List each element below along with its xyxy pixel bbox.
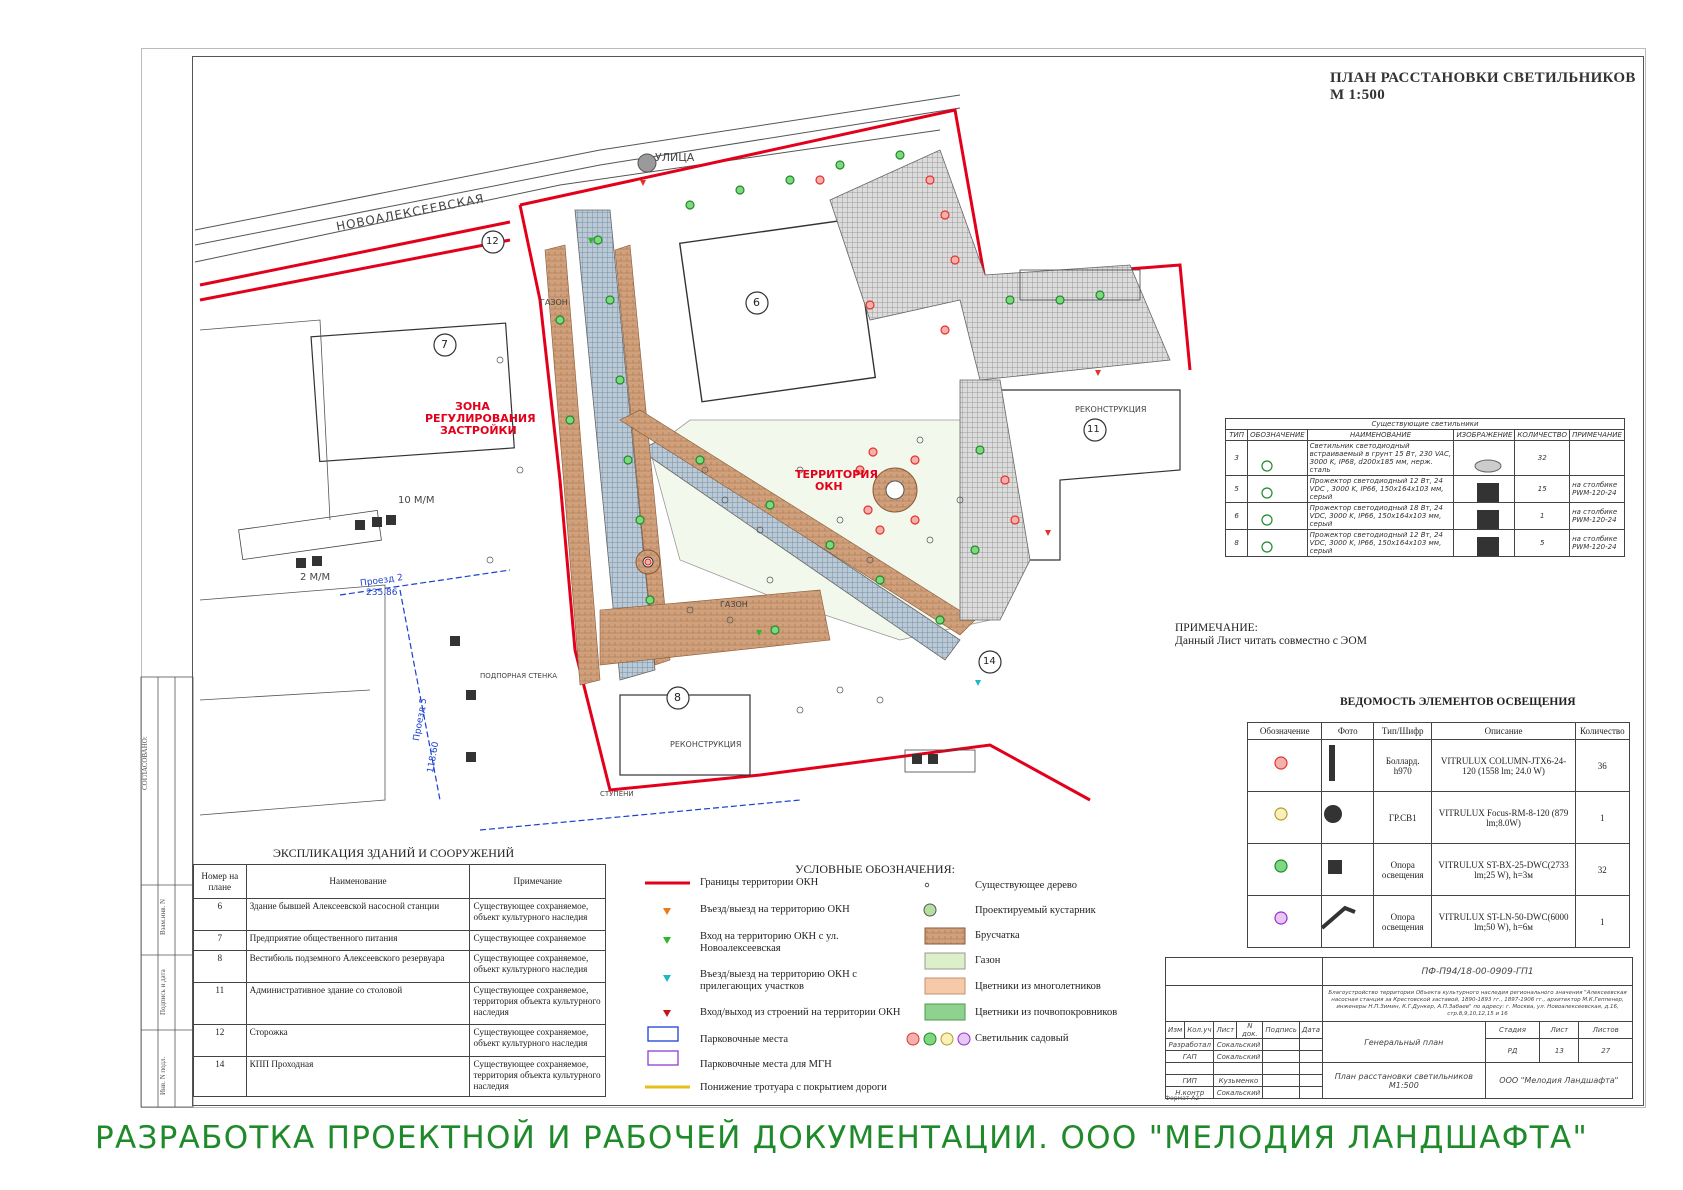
underground-label: ПОДПОРНАЯ СТЕНКА xyxy=(480,672,557,680)
table-row: 11 Административное здание со столовой Существующее сохраняемое, территория объекта культурного наследия xyxy=(194,983,606,1025)
legend-item: Понижение тротуара с покрытием дороги xyxy=(700,1082,887,1093)
street-label: УЛИЦА xyxy=(655,151,695,164)
table-row: 14 КПП Проходная Существующее сохраняемое, территория объекта культурного наследия xyxy=(194,1057,606,1097)
side-stamp-c2: Подпись и дата xyxy=(159,969,167,1015)
existing-header: ОБОЗНАЧЕНИЕ xyxy=(1248,430,1308,441)
parking-count-label: 2 М/М xyxy=(300,572,331,583)
legend-item: Брусчатка xyxy=(975,930,1020,941)
side-stamp-c3: Инв. N подл. xyxy=(159,1056,167,1095)
table-row: 6 Здание бывшей Алексеевской насосной станции Существующее сохраняемое, объект культурного наследия xyxy=(194,899,606,931)
zone-label-3: ЗАСТРОЙКИ xyxy=(440,424,517,437)
table-row: 8 Прожектор светодиодный 12 Вт, 24 VDC, 3000 K, IP66, 150x164x103 мм, серый 5 на столбике PWM-120-24 xyxy=(1226,530,1625,557)
legend-item: Парковочные места для МГН xyxy=(700,1059,832,1070)
existing-header: ТИП xyxy=(1226,430,1248,441)
building-14-number: 14 xyxy=(983,656,996,667)
plan-title-block xyxy=(1330,70,1636,104)
legend-item: Въезд/выезд на территорию ОКН с прилегающих участков xyxy=(700,969,857,992)
passage5-length: 118.60 xyxy=(426,740,442,774)
building-7-number: 7 xyxy=(441,338,448,351)
street-name-label: НОВОАЛЕКСЕЕВСКАЯ xyxy=(335,191,486,234)
table-row: Боллард. h970 VITRULUX COLUMN-JTX6-24-120 (1558 lm; 24.0 W) 36 xyxy=(1248,740,1630,792)
existing-table-caption: Существующие светильники xyxy=(1226,419,1625,430)
legend-item: Вход/выход из строений на территории ОКН xyxy=(700,1007,901,1018)
legend-item: Границы территории ОКН xyxy=(700,877,819,888)
existing-lights-table xyxy=(1225,418,1625,557)
legend-title: УСЛОВНЫЕ ОБОЗНАЧЕНИЯ: xyxy=(795,862,955,876)
table-row: Опора освещения VITRULUX ST-LN-50-DWC(6000 lm;50 W), h=6м 1 xyxy=(1248,896,1630,948)
format-label: Формат А2 xyxy=(1165,1095,1200,1102)
company-name: ООО "Мелодия Ландшафта" xyxy=(1485,1063,1632,1099)
existing-header: ИЗОБРАЖЕНИЕ xyxy=(1454,430,1515,441)
existing-header: ПРИМЕЧАНИЕ xyxy=(1570,430,1625,441)
plan-scale: М 1:500 xyxy=(1330,87,1386,103)
table-row: ГР.СВ1 VITRULUX Focus-RM-8-120 (879 lm;8.0W) 1 xyxy=(1248,792,1630,844)
zone-label-2: РЕГУЛИРОВАНИЯ xyxy=(425,412,536,425)
legend-item: Газон xyxy=(975,955,1001,966)
object-name: Благоустройство территории Объекта культурного наследия регионального значения "Алексеевская насосная станция за Крестовской заставой, 1890-1893 гг., 1897-1906 гг., архитектор М.К.Геппенер, инженеры Н.П.Зимин, К.Г.Дункер, А.П.Забаев" по адресу: г. Москва, ул. Новоалексеевская, д.16, стр.8,9,10,12,15 и 16 xyxy=(1323,986,1633,1022)
zone-label-1: ЗОНА xyxy=(455,400,490,413)
side-agreed-label: СОГЛАСОВАНО: xyxy=(141,736,149,790)
okn-label-1: ТЕРРИТОРИЯ xyxy=(795,468,878,481)
note-title: ПРИМЕЧАНИЕ: xyxy=(1175,622,1258,634)
legend-item: Въезд/выезд на территорию ОКН xyxy=(700,904,850,915)
passage-label: Проезд 2 xyxy=(359,573,404,589)
building-11-number: 11 xyxy=(1087,424,1100,435)
table-row: 5 Прожектор светодиодный 12 Вт, 24 VDC , 3000 K, IP66, 150x164x103 мм, серый 15 на столбике PWM-120-24 xyxy=(1226,476,1625,503)
reconstruction-label-2: РЕКОНСТРУКЦИЯ xyxy=(1075,405,1147,414)
note-block xyxy=(1175,622,1367,648)
street-marker xyxy=(638,154,656,172)
stone-square-north xyxy=(830,150,1170,380)
table-row: 8 Вестибюль подземного Алексеевского резервуара Существующее сохраняемое, объект культурного наследия xyxy=(194,951,606,983)
passage5-label: Проезд 5 xyxy=(412,697,430,742)
okn-label-2: ОКН xyxy=(815,480,843,493)
building-12-number: 12 xyxy=(486,236,499,247)
note-text: Данный Лист читать совместно с ЭОМ xyxy=(1175,635,1367,647)
table-row: 6 Прожектор светодиодный 18 Вт, 24 VDC, 3000 K, IP66, 150x164x103 мм, серый 1 на столбике PWM-120-24 xyxy=(1226,503,1625,530)
doc-code: ПФ-П94/18-00-0909-ГП1 xyxy=(1323,958,1633,986)
passage-length: 235.86 xyxy=(366,588,398,598)
vedomost-title: ВЕДОМОСТЬ ЭЛЕМЕНТОВ ОСВЕЩЕНИЯ xyxy=(1340,696,1576,708)
building-8-number: 8 xyxy=(674,691,681,704)
lawn-label-2: ГАЗОН xyxy=(720,600,748,609)
lawn-label: ГАЗОН xyxy=(540,298,568,307)
existing-header: НАИМЕНОВАНИЕ xyxy=(1307,430,1454,441)
parking-count-label-2: 10 М/М xyxy=(398,495,435,506)
section-title: Генеральный план xyxy=(1323,1022,1486,1063)
legend-item: Проектируемый кустарник xyxy=(975,905,1096,916)
legend-item: Парковочные места xyxy=(700,1034,789,1045)
explication-title: ЭКСПЛИКАЦИЯ ЗДАНИЙ И СООРУЖЕНИЙ xyxy=(273,846,515,860)
table-row: 3 Светильник светодиодный встраиваемый в грунт 15 Вт, 230 VAC, 3000 K, IP68, d200x185 мм, нерж. сталь 32 xyxy=(1226,441,1625,476)
existing-header: КОЛИЧЕСТВО xyxy=(1515,430,1570,441)
reconstruction-label: РЕКОНСТРУКЦИЯ xyxy=(670,740,742,749)
vedomost-table: Обозначение Фото Тип/Шифр Описание Количество Боллард. h970 VITRULUX COLUMN-JTX6-24-120 (1558 lm; 24.0 W) 36 ГР.СВ1 VITRULUX Focus-RM-8-120 (879 lm;8.0W) 1 Опора освещения VITRULUX ST-BX-25-DWC(2733 lm;25 W), h=3м 32 Опора освещения VITRULUX ST-LN-50-DWC(6000 lm;50 W), h=6м 1 xyxy=(1247,722,1630,948)
legend-item: Цветники из почвопокровников xyxy=(975,1007,1118,1018)
explication-table: Номер на плане Наименование Примечание 6 Здание бывшей Алексеевской насосной станции Существующее сохраняемое, объект культурного наследия 7 Предприятие общественного питания Существующее сохраняемое 8 Вестибюль подземного Алексеевского резервуара Существующее сохраняемое, объект культурного наследия 11 Административное здание со столовой Существующее сохраняемое, территория объекта культурного наследия 12 Сторожка Существующее сохраняемое, объект культурного наследия 14 КПП Проходная Существующее сохраняемое, территория объекта культурного наследия xyxy=(193,864,606,1097)
building-6-number: 6 xyxy=(753,296,760,309)
sheet-title: План расстановки светильников М1:500 xyxy=(1323,1063,1486,1099)
side-stamp-c1: Взам.инв. N xyxy=(159,898,167,935)
stairs-label: СТУПЕНИ xyxy=(600,790,634,798)
building-7 xyxy=(311,323,514,461)
table-row: Опора освещения VITRULUX ST-BX-25-DWC(2733 lm;25 W), h=3м 32 xyxy=(1248,844,1630,896)
title-block-stamp: ПФ-П94/18-00-0909-ГП1 Благоустройство территории Объекта культурного наследия регионального значения "Алексеевская насосная станция за Крестовской заставой, 1890-1893 гг., 1897-1906 гг., архитектор М.К.Геппенер, инженеры Н.П.Зимин, К.Г.Дункер, А.П.Забаев" по адресу: г. Москва, ул. Новоалексеевская, д.16, стр.8,9,10,12,15 и 16 Изм Кол.уч Лист N док. Подпись Дата Генеральный план Стадия Лист Листов Разработал Сокальский РД 13 27 ГАП Сокальский План расстановки светильников М1:500 ООО "Мелодия Ландшафта" ГИП Кузьменко Н.контр Сокальский xyxy=(1165,957,1633,1092)
footer-banner: РАЗРАБОТКА ПРОЕКТНОЙ И РАБОЧЕЙ ДОКУМЕНТАЦИИ. ООО "МЕЛОДИЯ ЛАНДШАФТА" xyxy=(94,1120,1589,1156)
legend-item: Цветники из многолетников xyxy=(975,981,1101,992)
legend-item: Вход на территорию ОКН с ул. Новоалексеевская xyxy=(700,931,839,954)
plan-title: ПЛАН РАССТАНОВКИ СВЕТИЛЬНИКОВ xyxy=(1330,70,1636,86)
table-row: 12 Сторожка Существующее сохраняемое, объект культурного наследия xyxy=(194,1025,606,1057)
legend-item: Светильник садовый xyxy=(975,1033,1069,1044)
table-row: 7 Предприятие общественного питания Существующее сохраняемое xyxy=(194,931,606,951)
legend-item: Существующее дерево xyxy=(975,880,1078,891)
